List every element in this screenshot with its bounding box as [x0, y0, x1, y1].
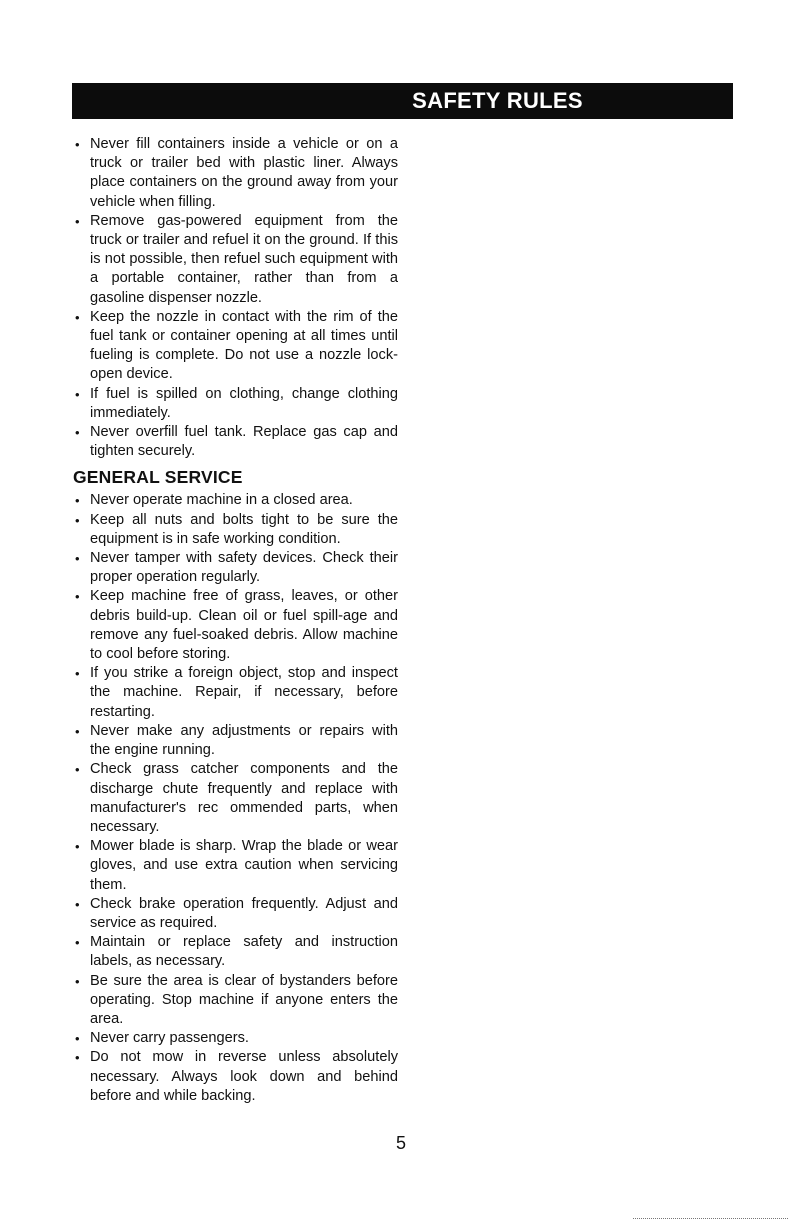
general-service-list: [73, 491, 398, 1106]
scan-edge-line: [633, 1218, 788, 1219]
list-item: • Keep all nuts and bolts tight to be sure the equipment is in safe working condition.: [75, 511, 398, 547]
page-number: 5: [396, 1133, 407, 1153]
rules-column: [73, 135, 398, 1106]
list-item: • Never make any adjustments or repairs with the engine running.: [75, 722, 398, 759]
bullet-icon: •: [75, 309, 80, 325]
list-item: • Never operate machine in a closed area.: [73, 491, 398, 510]
section-banner: [72, 83, 733, 119]
list-item: • Keep machine free of grass, leaves, or other debris build-up. Clean oil or fuel spill-age and remove any fuel-soaked debris. Allow machine to cool before storing.: [75, 588, 398, 663]
bullet-icon: •: [75, 1050, 80, 1066]
list-item: • Never overfill fuel tank. Replace gas cap and tighten securely.: [75, 424, 398, 460]
bullet-icon: •: [75, 137, 80, 152]
list-item: • Never carry passengers.: [73, 1029, 398, 1048]
bullet-icon: •: [75, 723, 80, 739]
bullet-icon: •: [75, 896, 80, 912]
banner-title: SAFETY RULES: [412, 88, 583, 113]
bullet-icon: •: [75, 935, 80, 951]
bullet-icon: •: [75, 386, 80, 402]
bullet-icon: •: [75, 589, 80, 605]
bullet-icon: •: [75, 839, 80, 855]
list-item: • If you strike a foreign object, stop and inspect the machine. Repair, if necessary, before restarting.: [75, 665, 398, 720]
list-item: • Mower blade is sharp. Wrap the blade or wear gloves, and use extra caution when servicing them.: [75, 838, 398, 893]
bullet-icon: •: [75, 973, 80, 989]
list-item: • Never tamper with safety devices. Check their proper operation regularly.: [75, 550, 398, 586]
bullet-icon: •: [75, 1031, 80, 1047]
list-item: • Remove gas-powered equipment from the truck or trailer and refuel it on the ground. If this is not possible, then refuel such equipment with a portable container, rather than from a gasoline dispenser nozzle.: [75, 212, 398, 306]
bullet-icon: •: [75, 425, 80, 441]
section-heading: GENERAL SERVICE: [73, 467, 243, 488]
fuel-rules-list: [73, 135, 398, 461]
bullet-icon: •: [75, 551, 80, 567]
list-item: • Keep the nozzle in contact with the rim of the fuel tank or container opening at all times until fueling is complete. Do not use a nozzle lock-open device.: [75, 308, 398, 383]
list-item: • Never fill containers inside a vehicle or on a truck or trailer bed with plastic liner. Always place containers on the ground away from your vehicle when filling.: [75, 136, 398, 210]
bullet-icon: •: [75, 213, 80, 229]
list-item: • Do not mow in reverse unless absolutely necessary. Always look down and behind before and while backing.: [75, 1049, 398, 1104]
bullet-icon: •: [75, 666, 80, 682]
list-item: • Check brake operation frequently. Adjust and service as required.: [75, 895, 398, 931]
list-item: • Check grass catcher components and the discharge chute frequently and replace with manufacturer's rec ommended parts, when necessary.: [75, 761, 398, 835]
list-item: • Be sure the area is clear of bystanders before operating. Stop machine if anyone enters the area.: [75, 972, 398, 1027]
list-item: • Maintain or replace safety and instruction labels, as necessary.: [75, 934, 398, 970]
bullet-icon: •: [75, 512, 80, 528]
bullet-icon: •: [75, 493, 80, 509]
list-item: • If fuel is spilled on clothing, change clothing immediately.: [75, 385, 398, 421]
bullet-icon: •: [75, 762, 80, 778]
